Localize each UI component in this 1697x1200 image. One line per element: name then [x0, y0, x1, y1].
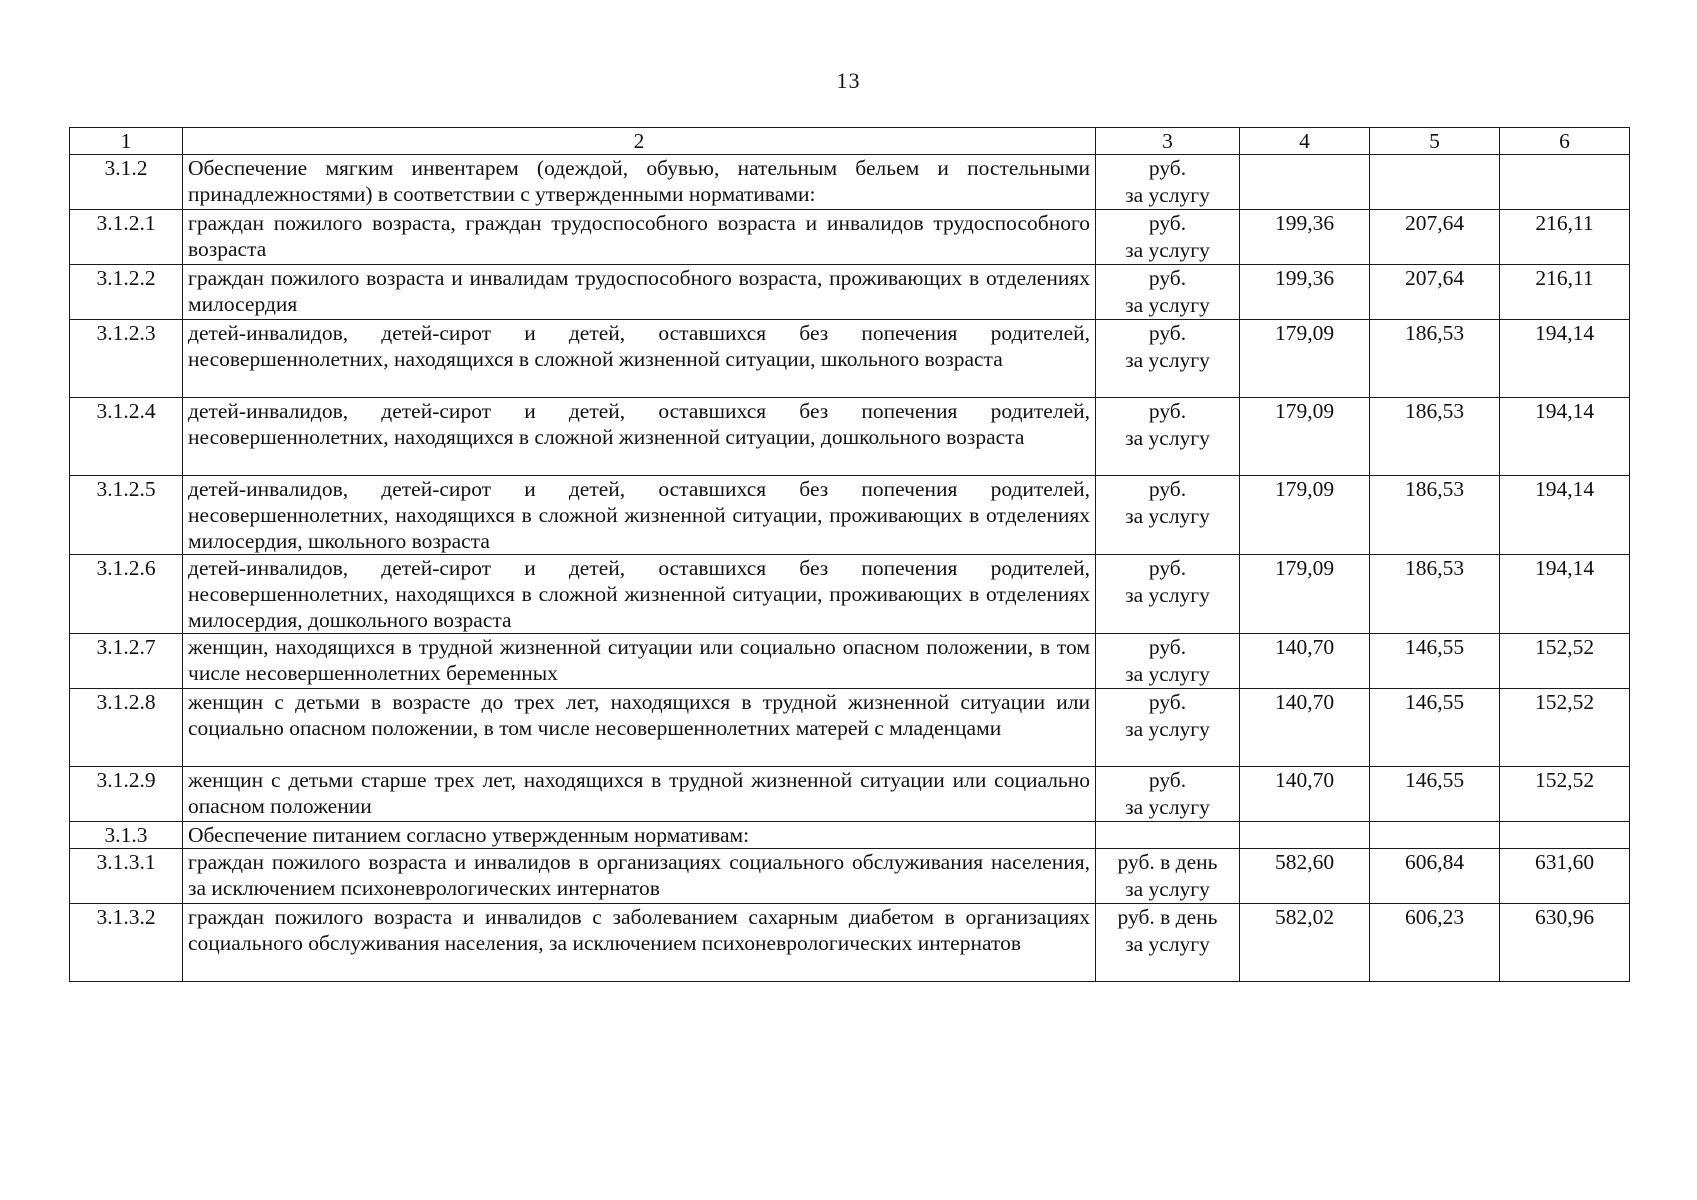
row-unit-cell [1096, 904, 1240, 982]
row-value-col4: 140,70 [1240, 767, 1370, 822]
row-value-col6: 152,52 [1500, 634, 1630, 689]
row-unit-cell [1096, 265, 1240, 320]
row-value-col5: 606,23 [1370, 904, 1500, 982]
row-description-cell: женщин с детьми старше трех лет, находящихся в трудной жизненной ситуации или социально опасном положении [183, 767, 1096, 822]
unit-line-currency: руб. в день [1117, 850, 1218, 874]
row-code-cell: 3.1.2.8 [70, 689, 183, 767]
row-code-cell: 3.1.3 [70, 822, 183, 849]
row-code-cell: 3.1.2.1 [70, 210, 183, 265]
row-value-col5: 186,53 [1370, 555, 1500, 634]
row-value-col5: 606,84 [1370, 849, 1500, 904]
row-description-cell: женщин с детьми в возрасте до трех лет, находящихся в трудной жизненной ситуации или социально опасном положении, в том числе несовершеннолетних матерей с младенцами [183, 689, 1096, 767]
row-value-col5: 146,55 [1370, 689, 1500, 767]
table-row [70, 155, 1630, 210]
table-row [70, 398, 1630, 476]
unit-line-per-service: за услугу [1125, 348, 1210, 372]
row-value-col4 [1240, 155, 1370, 210]
row-unit-cell [1096, 476, 1240, 555]
row-unit-cell [1096, 767, 1240, 822]
row-value-col4: 582,60 [1240, 849, 1370, 904]
unit-line-currency: руб. [1148, 156, 1187, 180]
table-row [70, 265, 1630, 320]
row-description-cell: граждан пожилого возраста, граждан трудоспособного возраста и инвалидов трудоспособного возраста [183, 210, 1096, 265]
row-unit-cell [1096, 849, 1240, 904]
row-value-col5: 186,53 [1370, 398, 1500, 476]
row-description-cell: граждан пожилого возраста и инвалидов с заболеванием сахарным диабетом в организациях социального обслуживания населения, за исключением психоневрологических интернатов [183, 904, 1096, 982]
row-value-col5: 207,64 [1370, 265, 1500, 320]
row-value-col4: 140,70 [1240, 689, 1370, 767]
table-row [70, 689, 1630, 767]
row-value-col6: 194,14 [1500, 398, 1630, 476]
row-value-col4 [1240, 822, 1370, 849]
row-unit-cell [1096, 155, 1240, 210]
unit-line-per-service: за услугу [1125, 583, 1210, 607]
row-value-col6: 631,60 [1500, 849, 1630, 904]
row-code-cell: 3.1.2.2 [70, 265, 183, 320]
unit-line-per-service: за услугу [1125, 504, 1210, 528]
row-value-col6 [1500, 822, 1630, 849]
row-code-cell: 3.1.2.5 [70, 476, 183, 555]
table-row [70, 320, 1630, 398]
row-value-col5: 146,55 [1370, 767, 1500, 822]
unit-line-per-service: за услугу [1125, 877, 1210, 901]
page-number: 13 [836, 68, 861, 93]
row-value-col4: 140,70 [1240, 634, 1370, 689]
unit-line-per-service: за услугу [1125, 717, 1210, 741]
unit-line-currency: руб. [1148, 556, 1187, 580]
unit-line-per-service: за услугу [1125, 662, 1210, 686]
row-code-cell: 3.1.2 [70, 155, 183, 210]
unit-line-currency: руб. [1148, 321, 1187, 345]
row-value-col4: 179,09 [1240, 320, 1370, 398]
column-header: 6 [1500, 128, 1630, 155]
row-value-col6: 216,11 [1500, 265, 1630, 320]
row-description-cell: граждан пожилого возраста и инвалидам трудоспособного возраста, проживающих в отделениях милосердия [183, 265, 1096, 320]
unit-line-currency: руб. [1148, 635, 1187, 659]
column-header: 1 [70, 128, 183, 155]
row-unit-cell [1096, 555, 1240, 634]
row-value-col4: 582,02 [1240, 904, 1370, 982]
table-row [70, 904, 1630, 982]
column-header: 4 [1240, 128, 1370, 155]
unit-line-currency: руб. [1148, 768, 1187, 792]
row-description-cell: детей-инвалидов, детей-сирот и детей, оставшихся без попечения родителей, несовершеннолетних, находящихся в сложной жизненной ситуации, проживающих в отделениях милосердия, школьного возраста [183, 476, 1096, 555]
row-description-cell: Обеспечение мягким инвентарем (одеждой, обувью, нательным бельем и постельными принадлежностями) в соответствии с утвержденными нормативами: [183, 155, 1096, 210]
row-value-col4: 179,09 [1240, 555, 1370, 634]
unit-line-per-service: за услугу [1125, 795, 1210, 819]
row-value-col6: 216,11 [1500, 210, 1630, 265]
table-row [70, 476, 1630, 555]
row-value-col6: 194,14 [1500, 555, 1630, 634]
column-header: 5 [1370, 128, 1500, 155]
row-value-col4: 179,09 [1240, 398, 1370, 476]
table-row [70, 849, 1630, 904]
unit-line-currency: руб. [1148, 690, 1187, 714]
unit-line-currency: руб. [1148, 211, 1187, 235]
row-unit-cell [1096, 398, 1240, 476]
row-code-cell: 3.1.3.1 [70, 849, 183, 904]
row-value-col4: 199,36 [1240, 210, 1370, 265]
row-code-cell: 3.1.3.2 [70, 904, 183, 982]
row-value-col6: 194,14 [1500, 476, 1630, 555]
row-unit-cell [1096, 320, 1240, 398]
table-row [70, 210, 1630, 265]
row-description-cell: детей-инвалидов, детей-сирот и детей, оставшихся без попечения родителей, несовершеннолетних, находящихся в сложной жизненной ситуации, школьного возраста [183, 320, 1096, 398]
unit-line-per-service: за услугу [1125, 293, 1210, 317]
row-description-cell: Обеспечение питанием согласно утвержденным нормативам: [183, 822, 1096, 849]
unit-line-per-service: за услугу [1125, 238, 1210, 262]
column-number-header-row [70, 128, 1630, 155]
row-value-col5: 146,55 [1370, 634, 1500, 689]
table-row [70, 634, 1630, 689]
row-value-col4: 199,36 [1240, 265, 1370, 320]
row-value-col6: 152,52 [1500, 767, 1630, 822]
table-body [70, 128, 1630, 982]
unit-line-currency: руб. [1148, 266, 1187, 290]
row-unit-cell [1096, 210, 1240, 265]
unit-line-currency: руб. [1148, 399, 1187, 423]
column-header: 3 [1096, 128, 1240, 155]
row-description-cell: детей-инвалидов, детей-сирот и детей, оставшихся без попечения родителей, несовершеннолетних, находящихся в сложной жизненной ситуации, дошкольного возраста [183, 398, 1096, 476]
unit-line-per-service: за услугу [1125, 183, 1210, 207]
table-row [70, 767, 1630, 822]
row-value-col5 [1370, 155, 1500, 210]
row-code-cell: 3.1.2.3 [70, 320, 183, 398]
row-code-cell: 3.1.2.6 [70, 555, 183, 634]
unit-line-currency: руб. в день [1117, 905, 1218, 929]
column-header: 2 [183, 128, 1096, 155]
row-description-cell: женщин, находящихся в трудной жизненной ситуации или социально опасном положении, в том числе несовершеннолетних беременных [183, 634, 1096, 689]
table-row [70, 555, 1630, 634]
row-code-cell: 3.1.2.9 [70, 767, 183, 822]
tariff-table [69, 127, 1630, 982]
row-value-col6: 152,52 [1500, 689, 1630, 767]
row-description-cell: граждан пожилого возраста и инвалидов в организациях социального обслуживания населения, за исключением психоневрологических интернатов [183, 849, 1096, 904]
row-description-cell: детей-инвалидов, детей-сирот и детей, оставшихся без попечения родителей, несовершеннолетних, находящихся в сложной жизненной ситуации, проживающих в отделениях милосердия, дошкольного возраста [183, 555, 1096, 634]
row-unit-cell [1096, 822, 1240, 849]
unit-line-currency: руб. [1148, 477, 1187, 501]
row-value-col6: 194,14 [1500, 320, 1630, 398]
row-value-col5: 207,64 [1370, 210, 1500, 265]
row-value-col6: 630,96 [1500, 904, 1630, 982]
unit-line-per-service: за услугу [1125, 932, 1210, 956]
row-unit-cell [1096, 634, 1240, 689]
unit-line-per-service: за услугу [1125, 426, 1210, 450]
row-code-cell: 3.1.2.4 [70, 398, 183, 476]
row-value-col5: 186,53 [1370, 476, 1500, 555]
row-value-col5: 186,53 [1370, 320, 1500, 398]
row-value-col5 [1370, 822, 1500, 849]
row-unit-cell [1096, 689, 1240, 767]
row-value-col6 [1500, 155, 1630, 210]
row-code-cell: 3.1.2.7 [70, 634, 183, 689]
row-value-col4: 179,09 [1240, 476, 1370, 555]
table-row [70, 822, 1630, 849]
